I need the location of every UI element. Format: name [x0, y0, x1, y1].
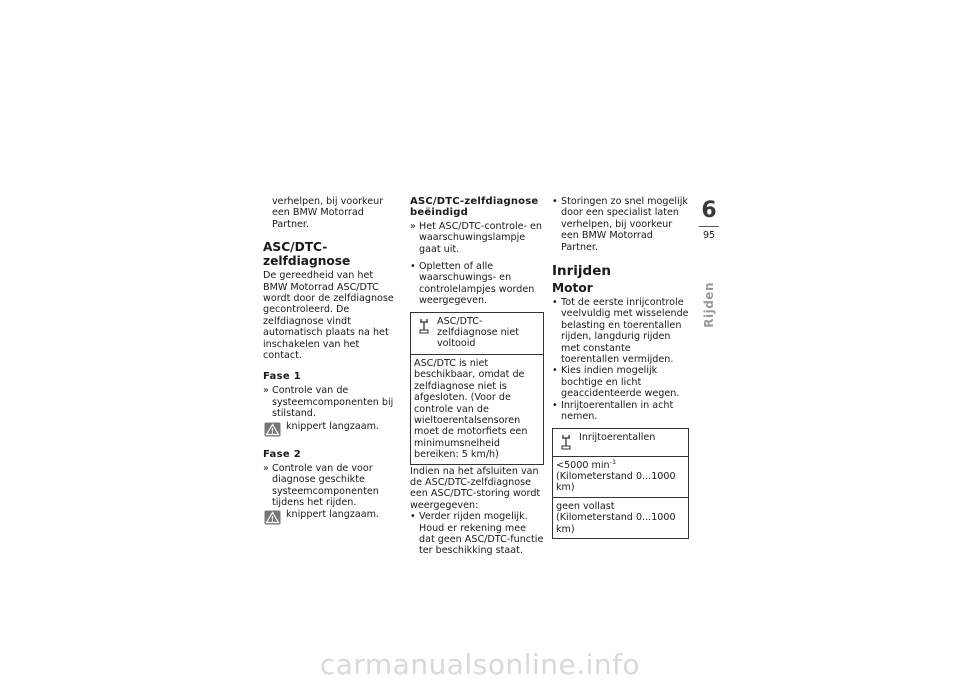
heading-motor: Motor	[552, 281, 593, 296]
chapter-side-label	[697, 275, 721, 335]
bullet-marker: •	[552, 196, 558, 207]
inrijtoerentallen-title: Inrijtoerentallen	[579, 431, 656, 443]
continued-text: verhelpen, bij voorkeur een BMW Motorrad Partner.	[272, 196, 384, 230]
general-warning-light-icon	[264, 422, 281, 437]
chapter-divider	[699, 226, 719, 227]
bullet-item	[552, 196, 689, 253]
page-number: 95	[702, 230, 716, 241]
rpm-row: <5000 $\min^{-1}$ (Kilometerstand 0...1000 km)	[556, 457, 676, 494]
bullet-text: Opletten of alle waarschuwings- en controlelampjes worden weergegeven.	[419, 261, 535, 307]
warning-light-row	[263, 509, 396, 527]
bullet-item	[410, 511, 544, 557]
column-2	[410, 196, 544, 557]
watermark: carmanualsonline.info	[319, 648, 641, 681]
bullet-marker: •	[552, 365, 558, 377]
column-3	[552, 196, 689, 539]
step-text: Het ASC/DTC-controle- en waarschuwingslampje gaat uit.	[419, 220, 543, 255]
load-row: geen vollast (Kilometerstand 0...1000 km)	[553, 497, 688, 538]
warning-light-row	[263, 421, 396, 439]
bullet-item	[552, 297, 689, 365]
step-item	[263, 385, 396, 419]
intro-paragraph: De gereedheid van het BMW Motorrad ASC/DTC wordt door de zelfdiagnose gecontroleerd. De zelfdiagnose vindt automatisch plaats na het inschakelen van het contact.	[263, 270, 394, 362]
step-text: Controle van de voor diagnose geschikte systeemcomponenten tijdens het rijden.	[272, 462, 379, 508]
step-marker: »	[263, 385, 269, 397]
chapter-tab	[697, 198, 721, 242]
heading-fase-2: Fase 2	[263, 448, 301, 460]
chapter-side-label-text: Rijden	[702, 282, 716, 328]
bullet-item	[552, 400, 689, 423]
bullet-text: Storingen zo snel mogelijk door een specialist laten verhelpen, bij voorkeur een BMW Motorrad Partner.	[561, 196, 688, 253]
step-marker: »	[410, 220, 416, 232]
bullet-marker: •	[552, 399, 558, 411]
column-1	[263, 196, 396, 527]
heading-fase-1: Fase 1	[263, 371, 301, 383]
bullet-item	[410, 261, 544, 307]
inrijtoerentallen-header	[553, 429, 688, 457]
bullet-text: Kies indien mogelijk bochtige en licht geaccidenteerde wegen.	[561, 365, 680, 400]
inrijtoerentallen-box	[552, 428, 689, 539]
step-marker: »	[263, 462, 269, 474]
bullet-marker: •	[410, 261, 416, 273]
info-box-header	[411, 313, 543, 355]
bullet-text: Inrijtoerentallen in acht nemen.	[561, 399, 674, 423]
step-item	[410, 221, 544, 255]
chapter-number: 6	[701, 198, 717, 223]
info-box-title: ASC/DTC-zelfdiagnose niet voltooid	[437, 315, 520, 350]
info-box	[410, 312, 544, 465]
step-text: Controle van de systeemcomponenten bij stilstand.	[272, 385, 394, 420]
after-paragraph: Indien na het afsluiten van de ASC/DTC-zelfdiagnose een ASC/DTC-storing wordt weergegeven:	[410, 465, 541, 511]
heading-asc-dtc-zelfdiagnose: ASC/DTC-zelfdiagnose	[263, 240, 351, 269]
bullet-item	[552, 365, 689, 399]
bullet-marker: •	[552, 297, 558, 309]
bullet-text: Tot de eerste inrijcontrole veelvuldig met wisselende belasting en toerentallen rijden, langdurig rijden met constante toerentallen vermijden.	[561, 297, 689, 366]
spanner-note-icon	[560, 434, 572, 450]
blink-text: knippert langzaam.	[286, 509, 380, 521]
bullet-text: Verder rijden mogelijk. Houd er rekening mee dat geen ASC/DTC-functie ter beschikking staat.	[419, 511, 544, 557]
blink-text: knippert langzaam.	[286, 420, 380, 432]
heading-zelfdiagnose-beeindigd: ASC/DTC-zelfdiagnose beëindigd	[410, 196, 539, 219]
heading-inrijden: Inrijden	[552, 263, 611, 280]
info-box-body: ASC/DTC is niet beschikbaar, omdat de zelfdiagnose niet is afgesloten. (Voor de controle van de wieltoerentalsensoren moet de motorfiets een minimumsnelheid bereiken: 5 km/h)	[414, 357, 528, 461]
spanner-note-icon	[418, 318, 430, 334]
bullet-marker: •	[410, 511, 416, 523]
step-item	[263, 463, 396, 509]
general-warning-light-icon	[264, 510, 281, 525]
